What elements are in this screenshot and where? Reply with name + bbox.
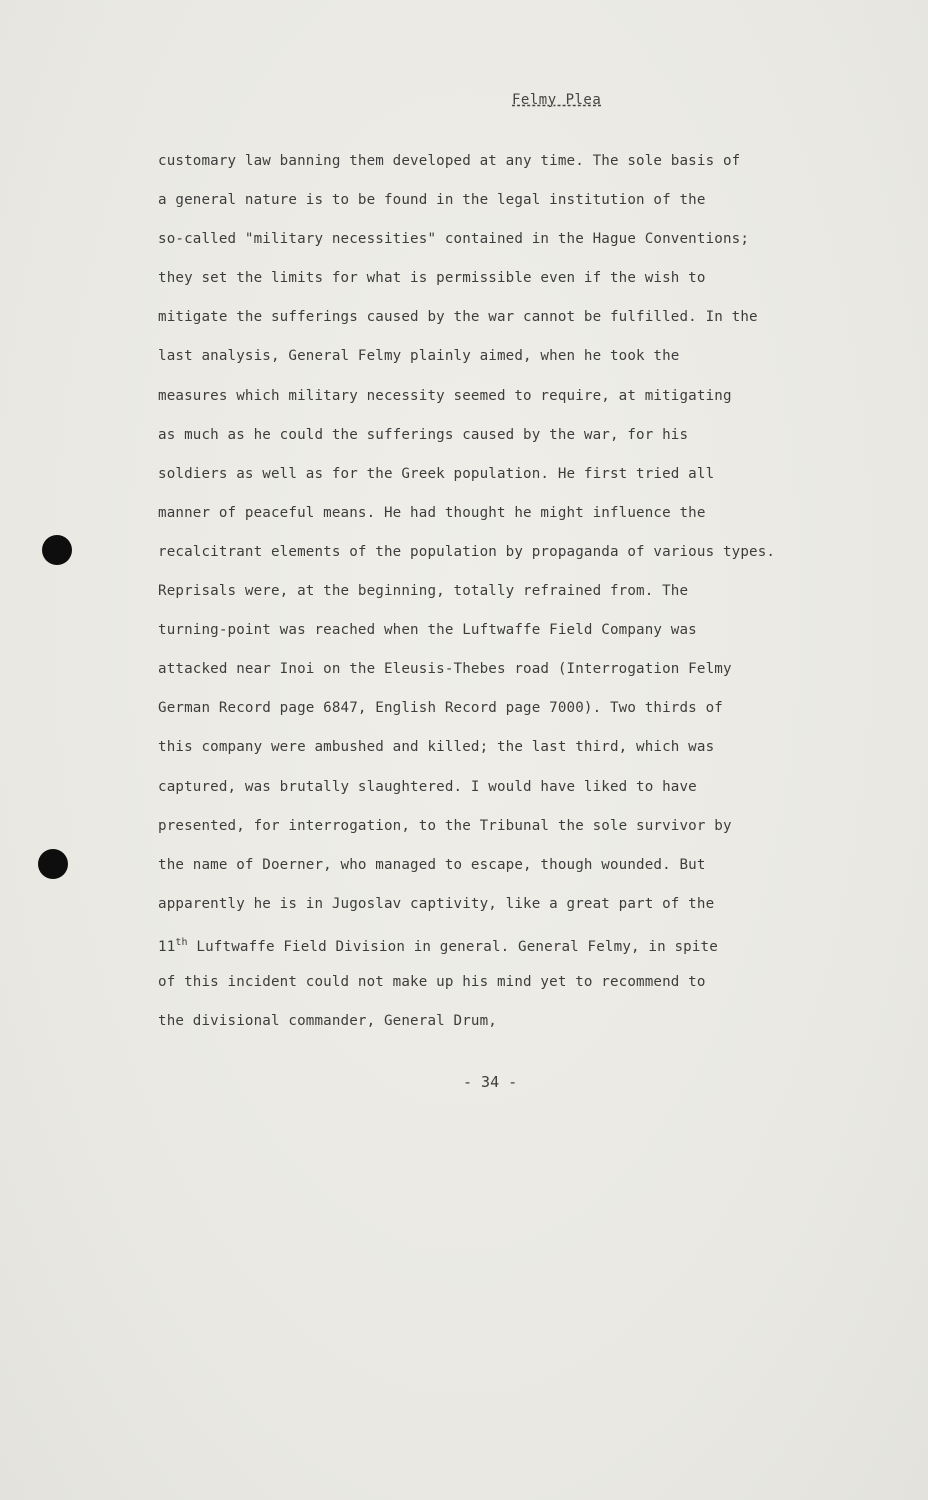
page-header: Felmy Plea — [512, 92, 602, 108]
page-number: - 34 - — [463, 1073, 518, 1091]
text-line: manner of peaceful means. He had thought he might influence the — [158, 504, 706, 521]
text-line: German Record page 6847, English Record page 7000). Two thirds of — [158, 700, 723, 717]
text-line: measures which military necessity seemed to require, at mitigating — [158, 387, 732, 404]
line-rest: Luftwaffe Field Division in general. General Felmy, in spite — [187, 938, 718, 955]
punch-hole — [38, 849, 68, 879]
text-line: this company were ambushed and killed; the last third, which was — [158, 739, 715, 756]
text-line: turning-point was reached when the Luftwaffe Field Company was — [158, 622, 697, 639]
text-line: apparently he is in Jugoslav captivity, like a great part of the — [158, 895, 715, 912]
text-line: a general nature is to be found in the legal institution of the — [158, 192, 706, 209]
ordinal-suffix: th — [175, 936, 188, 948]
text-line: presented, for interrogation, to the Tribunal the sole survivor by — [158, 817, 732, 834]
text-line: the divisional commander, General Drum, — [158, 1013, 497, 1030]
text-line: Reprisals were, at the beginning, totally refrained from. The — [158, 583, 689, 600]
text-line: last analysis, General Felmy plainly aimed, when he took the — [158, 348, 680, 365]
text-line: soldiers as well as for the Greek population. He first tried all — [158, 465, 715, 482]
text-line: recalcitrant elements of the population by propaganda of various types. — [158, 543, 776, 560]
body-text — [158, 148, 858, 1047]
text-line: mitigate the sufferings caused by the war cannot be fulfilled. In the — [158, 309, 758, 326]
text-line: attacked near Inoi on the Eleusis-Thebes road (Interrogation Felmy — [158, 661, 732, 678]
text-line: customary law banning them developed at any time. The sole basis of — [158, 153, 741, 169]
text-line: the name of Doerner, who managed to escape, though wounded. But — [158, 856, 706, 873]
text-line: so-called "military necessities" contained in the Hague Conventions; — [158, 231, 750, 248]
ordinal-number: 11 — [158, 938, 176, 955]
text-line — [158, 930, 858, 969]
text-line: as much as he could the sufferings caused by the war, for his — [158, 426, 689, 443]
punch-hole — [42, 535, 72, 565]
text-line: of this incident could not make up his mind yet to recommend to — [158, 973, 706, 990]
text-line: captured, was brutally slaughtered. I would have liked to have — [158, 778, 697, 795]
text-line: they set the limits for what is permissible even if the wish to — [158, 270, 706, 287]
